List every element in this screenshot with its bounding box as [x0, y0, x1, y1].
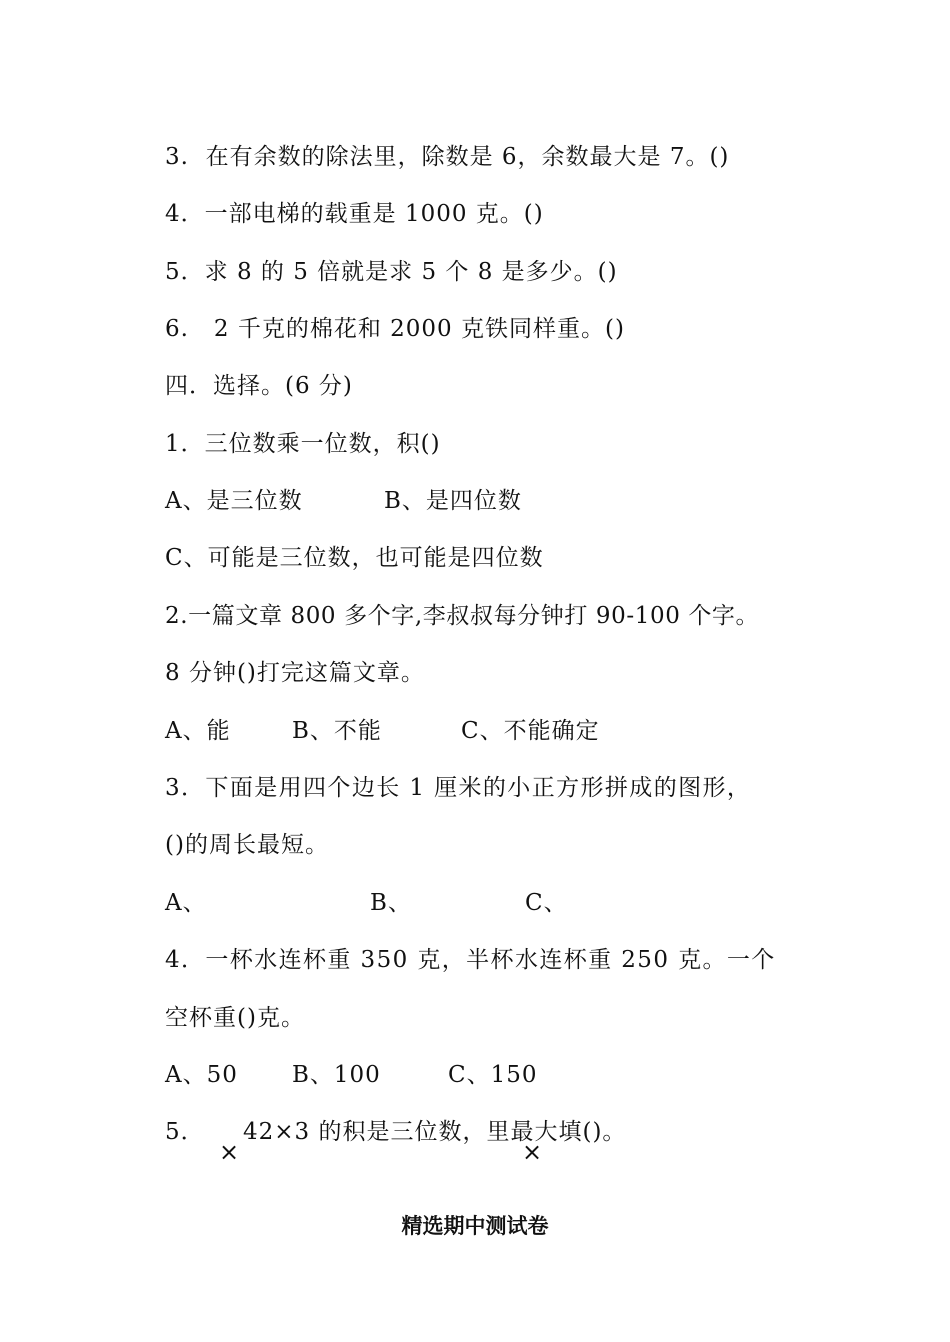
choice-question-1-option-a: A、是三位数 [165, 488, 303, 514]
choice-question-3-stem-line1: 3．下面是用四个边长 1 厘米的小正方形拼成的图形， [165, 775, 752, 801]
footer-title: 精选期中测试卷 [401, 1214, 549, 1238]
blank-box-mark-right: × [522, 1138, 543, 1166]
choice-question-2-stem-line1: 2.一篇文章 800 多个字,李叔叔每分钟打 90-100 个字。 [165, 603, 760, 629]
choice-question-2-option-b: B、不能 [292, 718, 382, 744]
choice-question-1-option-b: B、是四位数 [384, 488, 522, 514]
section-heading-choice: 四．选择。(6 分) [165, 373, 353, 399]
choice-question-4-option-b: B、100 [292, 1062, 381, 1088]
judge-question-5: 5．求 8 的 5 倍就是求 5 个 8 是多少。() [165, 259, 618, 285]
choice-question-4-stem-line2: 空杯重()克。 [165, 1005, 305, 1031]
choice-question-3-option-b: B、 [370, 890, 412, 916]
choice-question-2-option-a: A、能 [165, 718, 231, 744]
choice-question-3-option-c: C、 [525, 890, 568, 916]
choice-question-1-option-c: C、可能是三位数，也可能是四位数 [165, 545, 544, 571]
choice-question-2-option-c: C、不能确定 [461, 718, 600, 744]
choice-question-3-stem-line2: ()的周长最短。 [165, 832, 329, 858]
blank-box-mark-left: × [219, 1138, 240, 1166]
choice-question-4-option-a: A、50 [165, 1062, 238, 1088]
choice-question-5-stem: 42×3 的积是三位数，里最大填()。 [243, 1119, 627, 1145]
choice-question-4-stem-line1: 4．一杯水连杯重 350 克，半杯水连杯重 250 克。一个 [165, 947, 776, 973]
judge-question-6: 6. 2 千克的棉花和 2000 克铁同样重。() [165, 316, 625, 342]
choice-question-2-stem-line2: 8 分钟()打完这篇文章。 [165, 660, 425, 686]
choice-question-5-number: 5． [165, 1119, 205, 1145]
judge-question-3: 3. 在有余数的除法里，除数是 6，余数最大是 7。() [165, 144, 730, 170]
choice-question-3-option-a: A、 [165, 890, 207, 916]
choice-question-4-option-c: C、150 [448, 1062, 538, 1088]
choice-question-1-stem: 1．三位数乘一位数，积() [165, 431, 441, 457]
judge-question-4: 4．一部电梯的载重是 1000 克。() [165, 201, 544, 227]
